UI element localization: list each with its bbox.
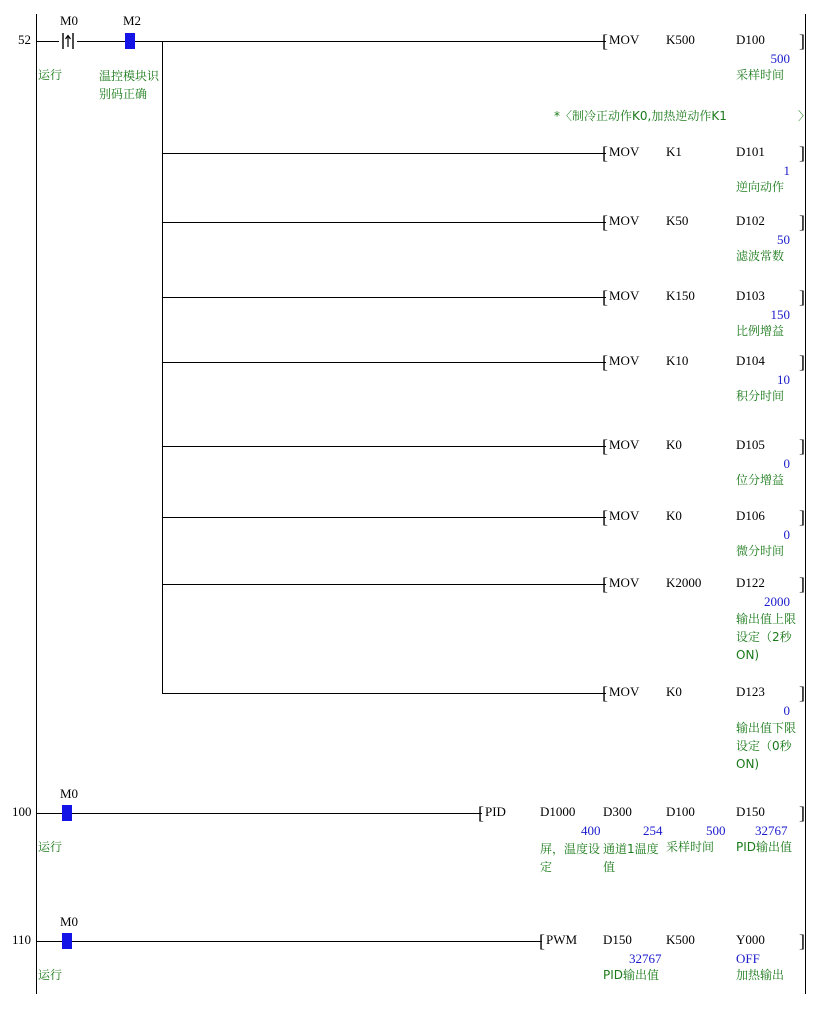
- op: MOV: [609, 684, 640, 699]
- src: K10: [666, 353, 689, 368]
- bracket-right: ]: [799, 436, 805, 456]
- contact-comment: 运行: [38, 968, 63, 982]
- op: PID: [485, 804, 506, 819]
- step-number: 52: [18, 32, 31, 47]
- src: K50: [666, 213, 689, 228]
- bracket-left: [: [602, 683, 608, 703]
- comment: 通道1温度值: [603, 842, 659, 874]
- operand: D1000: [540, 804, 576, 819]
- dst: D106: [736, 508, 765, 523]
- bracket-left: [: [602, 143, 608, 163]
- operand: D100: [666, 804, 695, 819]
- value: 500: [770, 51, 790, 66]
- comment: 逆向动作: [736, 180, 785, 194]
- rung-note-end: 〉: [798, 109, 811, 123]
- contact-comment: 运行: [38, 68, 63, 82]
- op: MOV: [609, 508, 640, 523]
- bracket-left: [: [602, 352, 608, 372]
- bracket-left: [: [602, 507, 608, 527]
- comment: 加热输出: [736, 968, 785, 982]
- src: K0: [666, 437, 682, 452]
- src: K0: [666, 684, 682, 699]
- op: MOV: [609, 575, 640, 590]
- src: K2000: [666, 575, 702, 590]
- comment: PID输出值: [603, 968, 660, 982]
- step-number: 100: [12, 804, 32, 819]
- bracket-left: [: [602, 31, 608, 51]
- branch-wire: [162, 584, 606, 585]
- op: MOV: [609, 437, 640, 452]
- comment: PID输出值: [736, 840, 793, 854]
- dst: D102: [736, 213, 765, 228]
- bracket-left: [: [602, 574, 608, 594]
- value: 400: [581, 823, 601, 838]
- op: MOV: [609, 213, 640, 228]
- pulse-contact-icon[interactable]: [59, 32, 77, 50]
- comment: 位分增益: [736, 473, 785, 487]
- comment: 比例增益: [736, 324, 785, 338]
- rung-note: *〈制冷正动作K0,加热逆动作K1: [554, 109, 727, 123]
- bracket-right: ]: [799, 507, 805, 527]
- value: 254: [643, 823, 663, 838]
- value: 0: [783, 527, 790, 542]
- dst: D105: [736, 437, 765, 452]
- contact-on-icon[interactable]: [62, 933, 72, 949]
- comment: 屏，温度设定: [540, 842, 601, 874]
- branch-wire: [162, 517, 606, 518]
- dst: D103: [736, 288, 765, 303]
- branch-wire: [162, 446, 606, 447]
- operand: D150: [603, 932, 632, 947]
- bracket-left: [: [602, 212, 608, 232]
- value: 0: [783, 456, 790, 471]
- bracket-right: ]: [799, 574, 805, 594]
- value: 32767: [629, 951, 662, 966]
- operand: D150: [736, 804, 765, 819]
- op: MOV: [609, 353, 640, 368]
- bracket-left: [: [478, 803, 484, 823]
- comment: 采样时间: [736, 68, 785, 82]
- left-power-rail: [36, 14, 37, 994]
- value: 50: [777, 232, 790, 247]
- rung-wire: [36, 41, 606, 42]
- operand: Y000: [736, 932, 765, 947]
- comment: 微分时间: [736, 544, 785, 558]
- contact-label: M0: [60, 914, 79, 929]
- branch-line: [162, 41, 163, 693]
- operand: D300: [603, 804, 632, 819]
- bracket-right: ]: [799, 931, 805, 951]
- branch-wire: [162, 297, 606, 298]
- branch-wire: [162, 362, 606, 363]
- bracket-left: [: [539, 931, 545, 951]
- src: K1: [666, 144, 682, 159]
- bracket-right: ]: [799, 31, 805, 51]
- bracket-right: ]: [799, 287, 805, 307]
- op: MOV: [609, 32, 640, 47]
- value: 32767: [755, 823, 788, 838]
- dst: D100: [736, 32, 765, 47]
- operand: K500: [666, 932, 695, 947]
- bracket-right: ]: [799, 352, 805, 372]
- dst: D123: [736, 684, 765, 699]
- contact-on-icon[interactable]: [125, 33, 135, 49]
- contact-comment: 运行: [38, 840, 63, 854]
- comment: 积分时间: [736, 389, 785, 403]
- contact-comment: 温控模块识别码正确: [99, 69, 160, 101]
- right-power-rail: [805, 14, 806, 994]
- value: 2000: [764, 594, 790, 609]
- contact-label: M0: [60, 786, 79, 801]
- contact-on-icon[interactable]: [62, 805, 72, 821]
- dst: D122: [736, 575, 765, 590]
- value: 0: [783, 703, 790, 718]
- value: OFF: [736, 951, 760, 966]
- comment: 采样时间: [666, 840, 715, 854]
- value: 150: [770, 307, 790, 322]
- bracket-left: [: [602, 287, 608, 307]
- branch-wire: [162, 153, 606, 154]
- comment: 滤波常数: [736, 249, 785, 263]
- value: 1: [783, 163, 790, 178]
- bracket-right: ]: [799, 683, 805, 703]
- contact-label: M2: [123, 13, 142, 28]
- branch-wire: [162, 693, 606, 694]
- src: K500: [666, 32, 695, 47]
- src: K0: [666, 508, 682, 523]
- value: 10: [777, 372, 790, 387]
- dst: D104: [736, 353, 765, 368]
- bracket-right: ]: [799, 143, 805, 163]
- bracket-right: ]: [799, 212, 805, 232]
- rung-wire: [36, 813, 482, 814]
- comment: 输出值下限设定（0秒ON): [736, 721, 797, 771]
- branch-wire: [162, 222, 606, 223]
- rung-wire: [36, 941, 542, 942]
- value: 500: [706, 823, 726, 838]
- op: MOV: [609, 288, 640, 303]
- bracket-right: ]: [799, 803, 805, 823]
- dst: D101: [736, 144, 765, 159]
- op: MOV: [609, 144, 640, 159]
- contact-label: M0: [60, 13, 79, 28]
- comment: 输出值上限设定（2秒ON): [736, 612, 797, 662]
- src: K150: [666, 288, 695, 303]
- bracket-left: [: [602, 436, 608, 456]
- step-number: 110: [12, 932, 32, 947]
- op: PWM: [546, 932, 578, 947]
